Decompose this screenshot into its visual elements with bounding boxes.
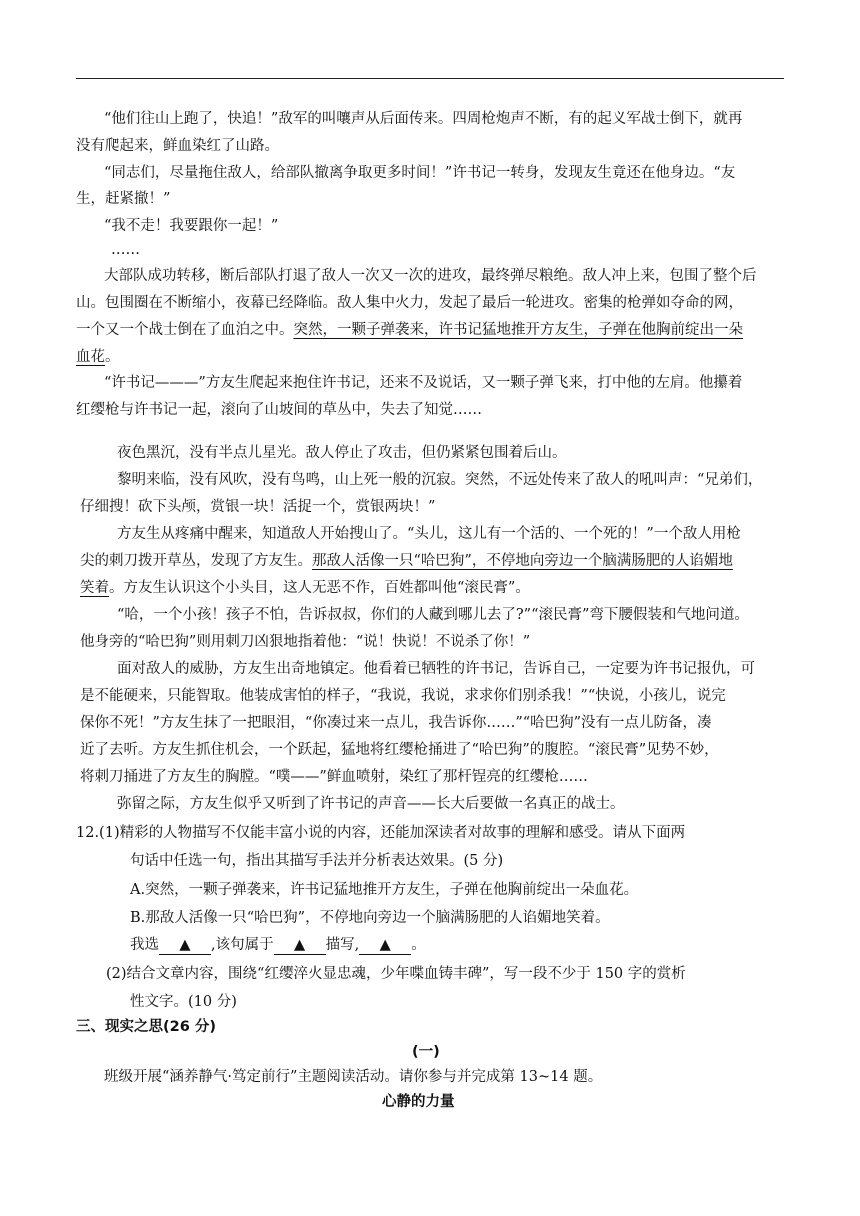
paragraph-line: 将刺刀捅进了方友生的胸膛。“噗——”鲜血喷射，染红了那杆锃亮的红缨枪…… — [80, 769, 588, 785]
paragraph-line: 面对敌人的威胁，方友生出奇地镇定。他看着已牺牲的许书记，告诉自己，一定要为许书记报仇，可 — [117, 661, 755, 677]
underlined-sentence-b-end: 笑着 — [80, 580, 109, 596]
subsection-number: (一) — [412, 1044, 440, 1060]
underlined-sentence-a-end: 血花 — [76, 349, 105, 365]
answer-blank-type[interactable]: ▲ — [274, 938, 326, 955]
question-12-part2: (2)结合文章内容，围绕“红缨淬火显忠魂，少年喋血铸丰碑”，写一段不少于 150 字的赏析 — [106, 966, 686, 982]
paragraph-line: “我不走！我要跟你一起！” — [104, 218, 279, 234]
paragraph-line: 弥留之际，方友生似乎又听到了许书记的声音——长大后要做一名真正的战士。 — [117, 796, 625, 812]
paragraph-line: 是不能硬来，只能智取。他装成害怕的样子，“我说，我说，求求你们别杀我！”“快说，小孩儿，说完 — [80, 688, 726, 704]
answer-blank-effect[interactable]: ▲ — [359, 938, 411, 955]
paragraph-line: 尖的刺刀拨开草丛，发现了方友生。那敌人活像一只“哈巴狗”，不停地向旁边一个脑满肠肥的人谄媚地 — [80, 553, 733, 569]
underlined-sentence-b: 那敌人活像一只“哈巴狗”，不停地向旁边一个脑满肠肥的人谄媚地 — [312, 553, 733, 569]
paragraph-line: “许书记———”方友生爬起来抱住许书记，还来不及说话，又一颗子弹飞来，打中他的左肩。他攥着 — [104, 375, 743, 391]
answer-line: 我选 ▲ ,该句属于 ▲ 描写, ▲ 。 — [130, 937, 426, 953]
activity-intro: 班级开展“涵养静气·笃定前行”主题阅读活动。请你参与并完成第 13~14 题。 — [104, 1069, 603, 1085]
paragraph-line: 血花。 — [76, 349, 120, 365]
option-b: B.那敌人活像一只“哈巴狗”，不停地向旁边一个脑满肠肥的人谄媚地笑着。 — [130, 910, 610, 926]
underlined-sentence-a: 突然，一颗子弹袭来，许书记猛地推开方友生，子弹在他胸前绽出一朵 — [293, 322, 743, 338]
paragraph-line: 大部队成功转移，断后部队打退了敌人一次又一次的进攻，最终弹尽粮绝。敌人冲上来，包围了整个后 — [104, 268, 757, 284]
paragraph-line: 方友生从疼痛中醒来，知道敌人开始搜山了。“头儿，这儿有一个活的、一个死的！”一个敌人用枪 — [117, 526, 741, 542]
paragraph-line: 黎明来临，没有风吹，没有鸟鸣，山上死一般的沉寂。突然，不远处传来了敌人的吼叫声：“兄弟们， — [117, 472, 763, 488]
paragraph-line: 没有爬起来，鲜血染红了山路。 — [76, 138, 279, 154]
question-12-part2-cont: 性文字。(10 分) — [130, 994, 237, 1010]
paragraph-line: “他们往山上跑了，快追！”敌军的叫嚷声从后面传来。四周枪炮声不断，有的起义军战士倒下，就再 — [104, 111, 743, 127]
paragraph-line: 他身旁的“哈巴狗”则用刺刀凶狠地指着他：“说！快说！不说杀了你！” — [80, 634, 531, 650]
paragraph-line: “哈，一个小孩！孩子不怕，告诉叔叔，你们的人藏到哪儿去了?”“滚民膏”弯下腰假装和气地问道。 — [117, 607, 749, 623]
paragraph-line: 近了去听。方友生抓住机会，一个跃起，猛地将红缨枪捅进了“哈巴狗”的腹腔。“滚民膏”见势不妙， — [80, 742, 719, 758]
answer-blank-choice[interactable]: ▲ — [159, 938, 211, 955]
paragraph-line: 生，赶紧撤！” — [76, 191, 171, 207]
section-heading: 三、现实之思(26 分) — [76, 1019, 216, 1035]
header-rule — [76, 78, 784, 79]
paragraph-line: 一个又一个战士倒在了血泊之中。突然，一颗子弹袭来，许书记猛地推开方友生，子弹在他胸前绽出一朵 — [76, 322, 743, 338]
paragraph-line: 笑着。方友生认识这个小头目，这人无恶不作，百姓都叫他“滚民膏”。 — [80, 580, 530, 596]
paragraph-line: 山。包围圈在不断缩小，夜幕已经降临。敌人集中火力，发起了最后一轮进攻。密集的枪弹如夺命的网， — [76, 295, 743, 311]
paragraph-line: 夜色黑沉，没有半点儿星光。敌人停止了攻击，但仍紧紧包围着后山。 — [117, 445, 567, 461]
question-12-prompt-cont: 句话中任选一句，指出其描写手法并分析表达效果。(5 分) — [130, 853, 504, 869]
article-title: 心静的力量 — [382, 1094, 455, 1110]
paragraph-line: “同志们，尽量拖住敌人，给部队撤离争取更多时间！”许书记一转身，发现友生竟还在他身边。“友 — [104, 165, 736, 181]
question-12-prompt: 12.(1)精彩的人物描写不仅能丰富小说的内容，还能加深读者对故事的理解和感受。请从下面两 — [76, 825, 686, 841]
paragraph-line: 红缨枪与许书记一起，滚向了山坡间的草丛中，失去了知觉…… — [76, 402, 482, 418]
option-a: A.突然，一颗子弹袭来，许书记猛地推开方友生，子弹在他胸前绽出一朵血花。 — [130, 882, 639, 898]
paragraph-line: 仔细搜！砍下头颅，赏银一块！活捉一个，赏银两块！” — [80, 499, 436, 515]
paragraph-line: 保你不死！”方友生抹了一把眼泪，“你凑过来一点儿，我告诉你……”“哈巴狗”没有一点儿防备，凑 — [80, 715, 712, 731]
ellipsis-line: …… — [111, 242, 140, 258]
